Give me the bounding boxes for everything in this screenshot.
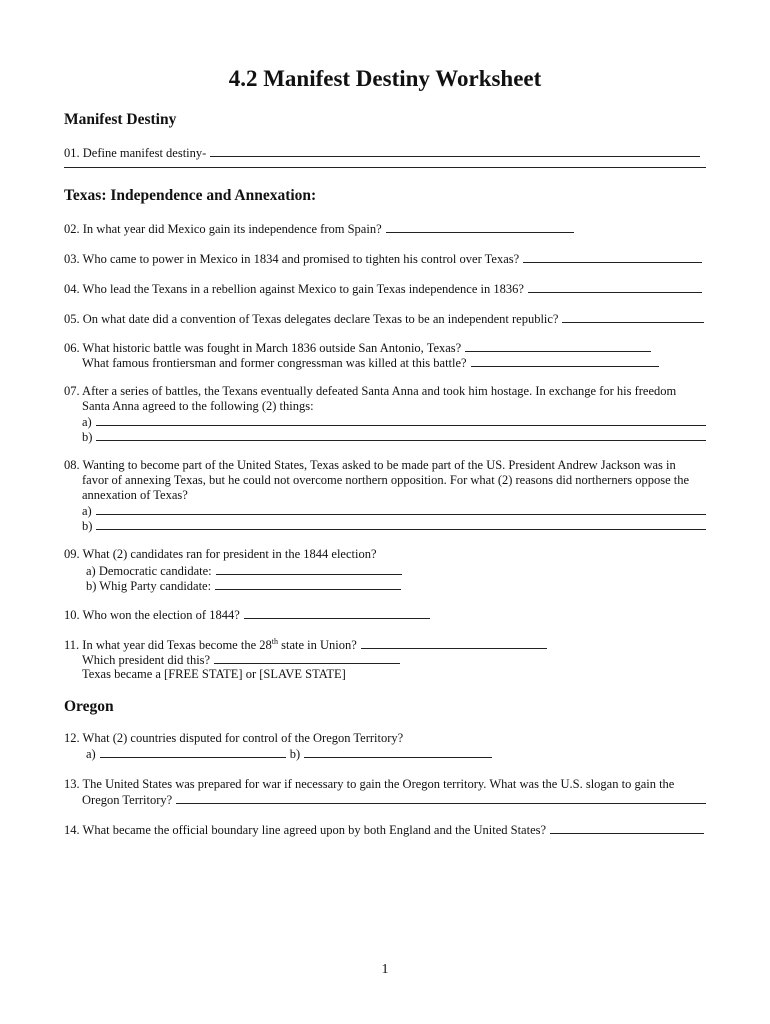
answer-blank-06b[interactable] [471,355,659,367]
question-05: 05. On what date did a convention of Texas delegates declare Texas to be an independent republic? [64,311,704,327]
answer-blank-05[interactable] [562,311,704,323]
answer-blank-09a[interactable] [216,563,402,575]
question-01: 01. Define manifest destiny- [64,145,700,161]
answer-blank-13[interactable] [176,792,706,804]
answer-blank-12a[interactable] [100,746,286,758]
question-12: 12. What (2) countries disputed for control of the Oregon Territory? [64,731,404,745]
question-09-option-a: a) Democratic candidate: [86,563,706,579]
answer-blank-09b[interactable] [215,578,401,590]
answer-blank-07a[interactable] [96,414,706,426]
answer-blank-11b[interactable] [214,652,400,664]
question-13-line-1: 13. The United States was prepared for war if necessary to gain the Oregon territory. What was the U.S. slogan to gain the [64,777,675,791]
answer-blank-06a[interactable] [465,340,651,352]
page-title: 4.2 Manifest Destiny Worksheet [228,66,542,91]
question-08-line-3: annexation of Texas? [82,488,188,502]
answer-blank-01[interactable] [210,145,700,157]
question-06-part-1: 06. What historic battle was fought in March 1836 outside San Antonio, Texas? [64,340,706,356]
answer-blank-03[interactable] [523,251,702,263]
question-09: 09. What (2) candidates ran for president in the 1844 election? [64,547,377,561]
question-04: 04. Who lead the Texans in a rebellion against Mexico to gain Texas independence in 1836? [64,281,702,297]
answer-blank-10[interactable] [244,607,430,619]
question-07-line-2: Santa Anna agreed to the following (2) things: [82,399,314,413]
answer-blank-08b[interactable] [96,518,706,530]
question-03: 03. Who came to power in Mexico in 1834 and promised to tighten his control over Texas? [64,251,702,267]
question-08-option-b: b) [82,518,706,534]
answer-blank-14[interactable] [550,822,704,834]
answer-blank-01-line-2[interactable] [64,167,706,168]
answer-blank-07b[interactable] [96,429,706,441]
question-13-line-2: Oregon Territory? [82,792,706,808]
page-number: 1 [381,962,389,977]
answer-blank-11a[interactable] [361,637,547,649]
question-11-part-3: Texas became a [FREE STATE] or [SLAVE STATE] [82,667,346,681]
question-14: 14. What became the official boundary line agreed upon by both England and the United States? [64,822,704,838]
question-11-part-2: Which president did this? [82,652,706,668]
answer-blank-12b[interactable] [304,746,492,758]
question-12-options: a) b) [86,746,706,762]
question-10: 10. Who won the election of 1844? [64,607,706,623]
question-08-line-1: 08. Wanting to become part of the United States, Texas asked to be made part of the US. President Andrew Jackson was in [64,458,676,472]
question-09-option-b: b) Whig Party candidate: [86,578,706,594]
section-heading-manifest-destiny: Manifest Destiny [64,111,177,128]
question-06-part-2: What famous frontiersman and former congressman was killed at this battle? [82,355,706,371]
question-07-option-a: a) [82,414,706,430]
answer-blank-04[interactable] [528,281,702,293]
question-08-option-a: a) [82,503,706,519]
question-08-line-2: favor of annexing Texas, but he could not overcome northern opposition. For what (2) reasons did northerners oppose the [82,473,690,487]
section-heading-texas: Texas: Independence and Annexation: [64,187,317,204]
answer-blank-08a[interactable] [96,503,706,515]
section-heading-oregon: Oregon [64,698,114,715]
answer-blank-02[interactable] [386,221,574,233]
question-07-line-1: 07. After a series of battles, the Texans eventually defeated Santa Anna and took him hostage. In exchange for his freedom [64,384,677,398]
question-02: 02. In what year did Mexico gain its independence from Spain? [64,221,706,237]
question-11-part-1: 11. In what year did Texas become the 28th state in Union? [64,637,706,653]
question-07-option-b: b) [82,429,706,445]
